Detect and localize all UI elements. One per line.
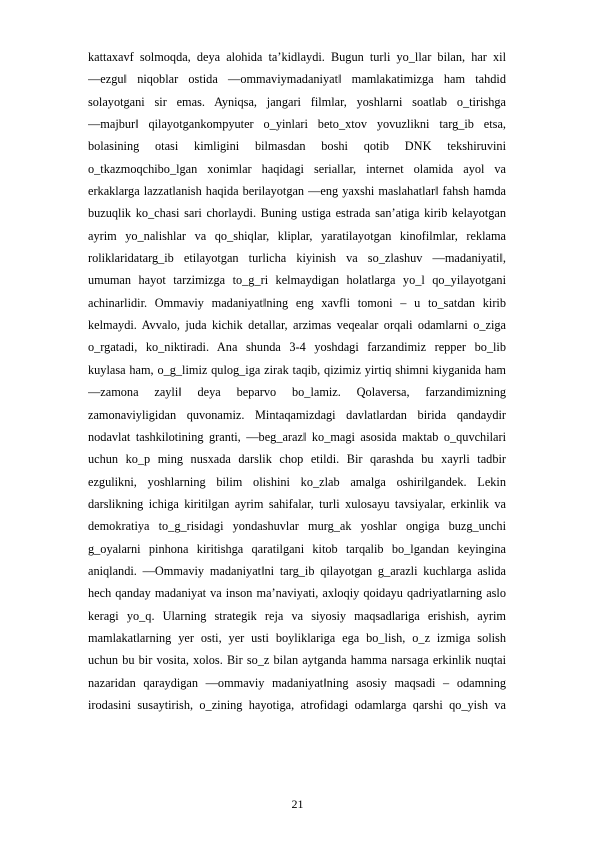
- text-line: nodavlat tashkilotining granti, ―beg_araz‖ ko_magi asosida maktab o_quvchilari: [88, 429, 506, 444]
- text-line: o_rgatadi, ko_niktiradi. Ana shunda 3-4 yoshdagi farzandimiz repper bo_lib: [88, 340, 506, 355]
- text-line: aniqlandi. ―Ommaviy madaniyat‖ni targ_ib qilayotgan g_arazli kuchlarga aslida: [88, 563, 506, 578]
- text-line: hech qanday madaniyat va inson ma’naviyati, axloqiy qoidayu qadriyatlarning aslo: [88, 586, 506, 601]
- text-line: erkaklarga lazzatlanish haqida berilayotgan ―eng yaxshi maslahatlar‖ fahsh hamda: [88, 184, 506, 199]
- text-line: o_tkazmoqchibo_lgan xonimlar haqidagi seriallar, internet olamida ayol va: [88, 161, 506, 176]
- text-line: keragi yo_q. Ularning strategik reja va siyosiy maqsadlariga erishish, ayrim: [88, 608, 506, 623]
- text-line: bolasining otasi kimligini bilmasdan boshi qotib DNK tekshiruvini: [88, 139, 506, 154]
- text-line: kelmaydi. Avvalo, juda kichik detallar, arzimas veqealar orqali odamlarni o_ziga: [88, 318, 506, 333]
- text-line: demokratiya to_g_risidagi yondashuvlar murg_ak yoshlar ongiga buzg_unchi: [88, 519, 506, 534]
- text-line: nazaridan qaraydigan ―ommaviy madaniyat‖ning asosiy maqsadi – odamning: [88, 675, 506, 690]
- text-line: roliklaridatarg_ib etilayotgan turlicha kiyinish va so_zlashuv ―madaniyati‖,: [88, 251, 506, 266]
- text-line: mamlakatlarning yer osti, yer usti boyliklariga ega bo_lish, o_z izmiga solish: [88, 630, 506, 645]
- text-line: darslikning ichiga kiritilgan ayrim sahifalar, turli xulosayu tavsiyalar, erkinlik va: [88, 496, 506, 511]
- page-number: 21: [291, 797, 304, 811]
- text-line: irodasini susaytirish, o_zining hayotiga, atrofidagi odamlarga qarshi qo_yish va: [88, 697, 506, 712]
- text-line: ezgulikni, yoshlarning bilim olishini ko_zlab amalga oshirilgandek. Lekin: [88, 474, 506, 489]
- text-line: solayotgani sir emas. Ayniqsa, jangari filmlar, yoshlarni soatlab o_tirishga: [88, 94, 506, 109]
- text-line: zamonaviyligidan quvonamiz. Mintaqamizdagi davlatlardan birida qandaydir: [88, 407, 506, 422]
- text-line: kattaxavf solmoqda, deya alohida ta’kidlaydi. Bugun turli yo_llar bilan, har xil: [88, 50, 506, 64]
- text-line: ―zamona zayli‖ deya beparvo bo_lamiz. Qolaversa, farzandimizning: [88, 385, 506, 400]
- text-line: kuylasa ham, o_g_limiz qulog_iga zirak taqib, qizimiz yirtiq shimni kiyganida ham: [88, 362, 506, 377]
- text-line: ―ezgu‖ niqoblar ostida ―ommaviymadaniyat‖ mamlakatimizga ham tahdid: [88, 72, 506, 87]
- text-line: buzuqlik ko_chasi sari chorlaydi. Buning ustiga estrada san’atiga kirib kelayotgan: [88, 206, 506, 221]
- text-line: umuman hayot tarzimizga to_g_ri kelmaydigan holatlarga yo_l qo_yilayotgani: [88, 273, 506, 288]
- text-line: ayrim yo_nalishlar va qo_shiqlar, kliplar, yaratilayotgan kinofilmlar, reklama: [88, 228, 506, 243]
- text-line: g_oyalarni pinhona kiritishga qaratilgani kitob tarqalib bo_lgandan keyingina: [88, 541, 506, 556]
- text-line: achinarlidir. Ommaviy madaniyat‖ning eng xavfli tomoni – u to_satdan kirib: [88, 295, 506, 310]
- text-line: uchun bu bir vosita, xolos. Bir so_z bilan aytganda hamma narsaga erkinlik nuqtai: [88, 653, 506, 668]
- text-line: ―majbur‖ qilayotgankompyuter o_yinlari beto_xtov yovuzlikni targ_ib etsa,: [88, 117, 506, 132]
- text-line: uchun ko_p ming nusxada darslik chop etildi. Bir qarashda bu xayrli tadbir: [88, 452, 506, 467]
- body-text: [88, 46, 506, 716]
